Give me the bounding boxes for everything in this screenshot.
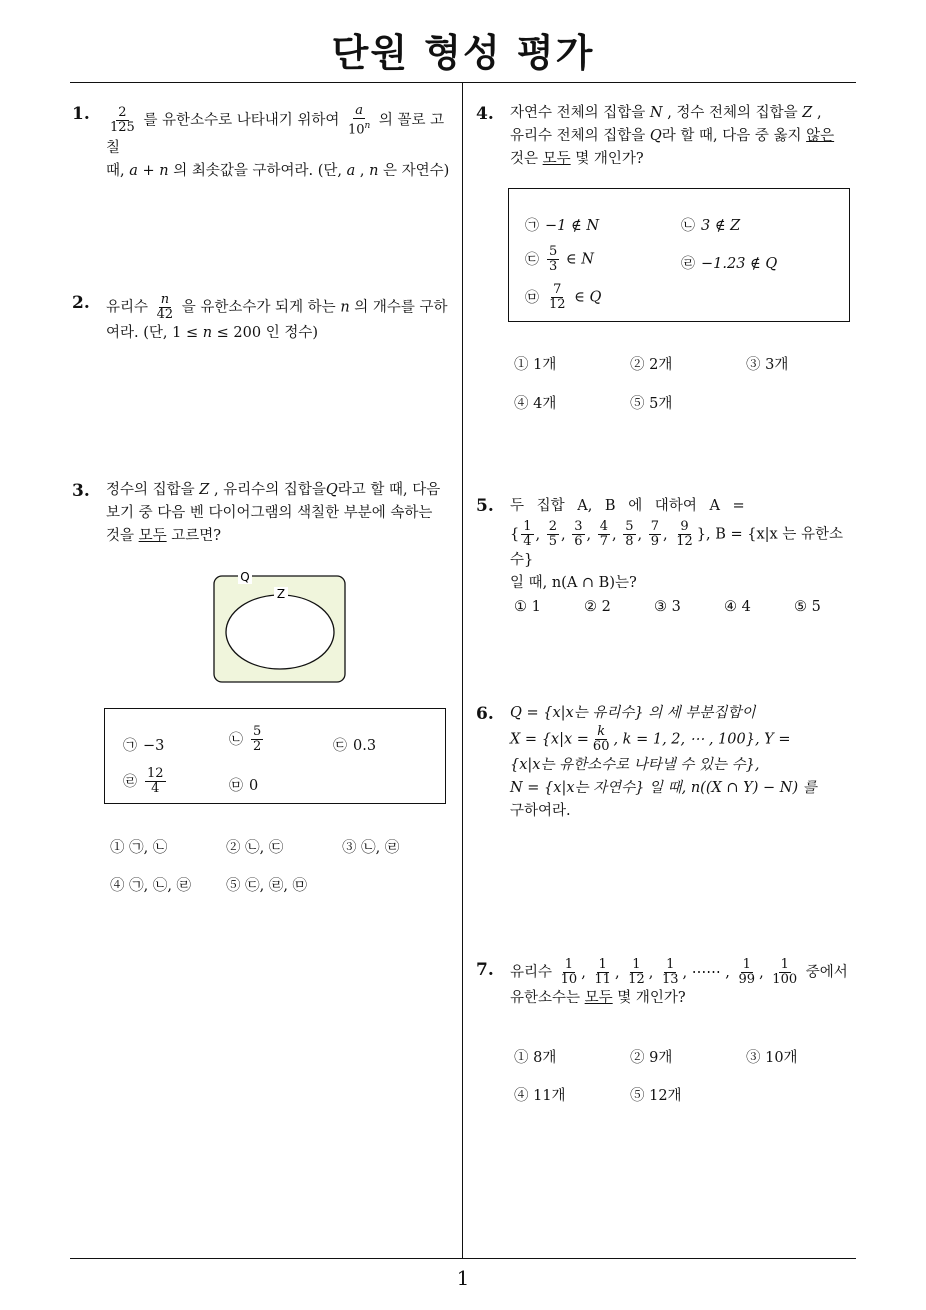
choice-b: ㉡ $\frac{5}{2}$ [229, 724, 262, 754]
question-2: 유리수 $\frac{n}{42}$ 을 유한소수가 되게 하는 n 의 개수를 구하 여라. (단, 1 ≤ n ≤ 200 인 정수) [106, 292, 448, 341]
item-b: ㉡ 3 ∉ Z [681, 218, 741, 234]
option-5[interactable]: ⑤ 5 [794, 599, 821, 615]
option-3[interactable]: ③ 10개 [746, 1050, 798, 1066]
option-5[interactable]: ⑤ 5개 [630, 396, 673, 412]
fraction: $\frac{n}{42}$ [156, 292, 174, 322]
top-rule [70, 82, 856, 83]
item-a: ㉠ −1 ∉ N [525, 218, 600, 234]
option-1[interactable]: ① 1개 [514, 357, 557, 373]
venn-diagram [212, 568, 348, 686]
option-1[interactable]: ① ㉠, ㉡ [110, 840, 168, 856]
fraction: $\frac{2}{5}$ [548, 519, 558, 549]
option-3[interactable]: ③ 3개 [746, 357, 789, 373]
option-3[interactable]: ③ ㉡, ㉣ [342, 840, 400, 856]
fraction: $\frac{7}{9}$ [650, 519, 660, 549]
question-4-number: 4. [476, 104, 494, 124]
option-1[interactable]: ① 8개 [514, 1050, 557, 1066]
fraction: $\frac{1}{11}$ [594, 957, 611, 987]
question-1: $\frac{2}{125}$ 를 유한소수로 나타내기 위하여 $\frac{a}{10^n}$ 의 꼴로 고칠 때, a + n 의 최솟값을 구하여라. (단, a , n 은 자연수) [106, 103, 450, 180]
column-divider [462, 82, 463, 1258]
option-5[interactable]: ⑤ 12개 [630, 1088, 682, 1104]
set-q-label: Q [240, 570, 250, 584]
fraction: $\frac{2}{125}$ [110, 105, 135, 136]
question-7: 유리수 $\frac{1}{10}$ , $\frac{1}{11}$ , $\frac{1}{12}$ , $\frac{1}{13}$ , ⋯⋯ , $\frac{1}{99}$ , $\frac{1}{100}$ 중에서 유한소수는 모두 몇 개인가? [510, 957, 848, 1006]
fraction: $\frac{4}{7}$ [599, 519, 609, 549]
question-5: 두 집합 A, B 에 대하여 A = { $\frac{1}{4}$ , $\frac{2}{5}$ , $\frac{3}{6}$ , $\frac{4}{7}$ , $\frac{5}{8}$ , $\frac{7}{9}$ , $\frac{9}{12}$ }, B = {x|x 는 유한소수} 일 때, n(A ∩ B)는? [510, 498, 843, 591]
option-4[interactable]: ④ ㉠, ㉡, ㉣ [110, 878, 192, 894]
item-d: ㉣ −1.23 ∉ Q [681, 256, 778, 272]
fraction: $\frac{1}{10}$ [560, 957, 578, 987]
option-4[interactable]: ④ 4개 [514, 396, 557, 412]
item-e: ㉤ $\frac{7}{12}$ ∈ Q [525, 282, 602, 312]
option-2[interactable]: ② 2개 [630, 357, 673, 373]
page-title: 단원 형성 평가 [331, 31, 595, 75]
fraction: $\frac{1}{13}$ [661, 957, 679, 987]
option-2[interactable]: ② 2 [584, 599, 611, 615]
question-4: 자연수 전체의 집합을 N , 정수 전체의 집합을 Z , 유리수 전체의 집합을 Q라 할 때, 다음 중 옳지 않은 것은 모두 몇 개인가? [510, 105, 835, 167]
question-3-number: 3. [72, 481, 90, 501]
fraction: $\frac{1}{100}$ [772, 957, 798, 987]
fraction: $\frac{1}{12}$ [628, 957, 645, 987]
question-7-number: 7. [476, 960, 494, 980]
choice-d: ㉣ $\frac{12}{4}$ [123, 766, 164, 796]
question-4-items-box [508, 188, 850, 322]
item-c: ㉢ $\frac{5}{3}$ ∈ N [525, 244, 594, 274]
fraction: $\frac{3}{6}$ [574, 519, 583, 549]
option-4[interactable]: ④ 4 [724, 599, 751, 615]
option-2[interactable]: ② 9개 [630, 1050, 673, 1066]
option-5[interactable]: ⑤ ㉢, ㉣, ㉤ [226, 878, 308, 894]
option-1[interactable]: ① 1 [514, 599, 541, 615]
question-1-number: 1. [72, 104, 90, 124]
question-6: Q = {x|x는 유리수} 의 세 부분집합이 X = {x|x = $\frac{k}{60}$ , k = 1, 2, ⋯ , 100}, Y = {x|x는 유한소수로 나타낼 수 있는 수}, N = {x|x는 자연수} 일 때, n((X ∩ Y) − N) 를 구하여라. [510, 705, 817, 819]
option-2[interactable]: ② ㉡, ㉢ [226, 840, 284, 856]
set-z-label: Z [276, 587, 286, 601]
choice-c: ㉢ 0.3 [333, 738, 377, 754]
page-number: 1 [456, 1266, 470, 1290]
question-2-number: 2. [72, 293, 90, 313]
question-6-number: 6. [476, 704, 494, 724]
choice-a: ㉠ −3 [123, 738, 165, 754]
fraction: $\frac{1}{4}$ [523, 519, 532, 549]
question-5-number: 5. [476, 496, 494, 516]
fraction: $\frac{5}{8}$ [625, 519, 634, 549]
choice-e: ㉤ 0 [229, 778, 259, 794]
option-3[interactable]: ③ 3 [654, 599, 681, 615]
question-3: 정수의 집합을 Z , 유리수의 집합을Q라고 할 때, 다음 보기 중 다음 벤 다이어그램의 색칠한 부분에 속하는 것을 모두 고르면? [106, 482, 441, 544]
fraction: $\frac{9}{12}$ [676, 519, 693, 549]
fraction: $\frac{a}{10^n}$ [347, 103, 371, 138]
fraction: $\frac{1}{99}$ [738, 957, 756, 987]
set-z-ellipse [226, 595, 334, 669]
question-3-choices-box [104, 708, 446, 804]
bottom-rule [70, 1258, 856, 1259]
option-4[interactable]: ④ 11개 [514, 1088, 566, 1104]
